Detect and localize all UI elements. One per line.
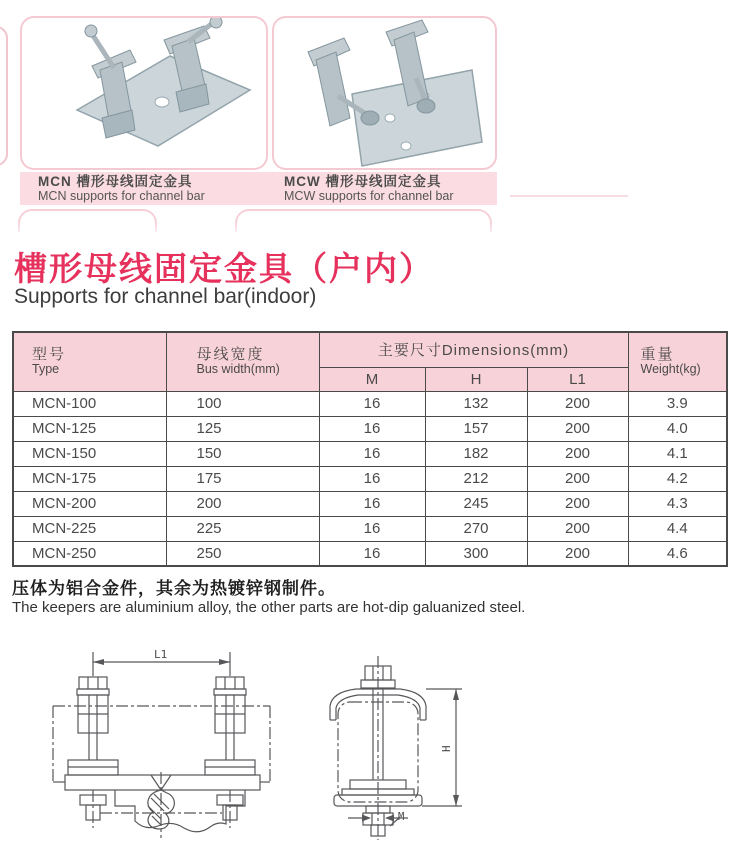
dim-label-l1: L1 xyxy=(154,648,168,661)
cell-type: MCN-150 xyxy=(13,441,166,466)
caption-mcw-en: MCW supports for channel bar xyxy=(284,189,454,204)
dim-label-h: H xyxy=(440,745,453,752)
cell-m: 16 xyxy=(319,441,425,466)
caption-mcn-zh: MCN 槽形母线固定金具 xyxy=(38,173,193,189)
cell-m: 16 xyxy=(319,541,425,566)
cell-l1: 200 xyxy=(527,391,628,416)
table-body xyxy=(13,391,727,566)
table-row xyxy=(13,491,727,516)
table-row xyxy=(13,391,727,416)
cell-m: 16 xyxy=(319,466,425,491)
col-header-weight-zh: 重量 xyxy=(640,345,675,363)
cell-bus_width: 200 xyxy=(166,491,319,516)
page-title-en: Supports for channel bar(indoor) xyxy=(14,285,317,308)
cell-weight: 4.3 xyxy=(628,491,727,516)
cell-bus_width: 175 xyxy=(166,466,319,491)
page-title-zh: 槽形母线固定金具（户内） xyxy=(14,250,434,287)
cell-weight: 4.0 xyxy=(628,416,727,441)
cell-bus_width: 225 xyxy=(166,516,319,541)
page-crop-fade xyxy=(0,221,520,243)
cell-l1: 200 xyxy=(527,541,628,566)
cell-bus_width: 125 xyxy=(166,416,319,441)
caption-mcn xyxy=(20,172,272,205)
cell-bus_width: 250 xyxy=(166,541,319,566)
table-row xyxy=(13,466,727,491)
cell-l1: 200 xyxy=(527,466,628,491)
table-row xyxy=(13,416,727,441)
col-header-bus-zh: 母线宽度 xyxy=(196,345,265,363)
cell-type: MCN-125 xyxy=(13,416,166,441)
cell-weight: 4.6 xyxy=(628,541,727,566)
dim-label-m: M xyxy=(398,811,405,823)
neighbor-card-edge xyxy=(0,26,8,166)
col-header-weight xyxy=(628,332,727,391)
cell-type: MCN-225 xyxy=(13,516,166,541)
product-photo-mcw xyxy=(274,18,495,168)
table-row xyxy=(13,516,727,541)
caption-mcn-en: MCN supports for channel bar xyxy=(38,189,205,204)
cell-m: 16 xyxy=(319,516,425,541)
col-header-type-zh: 型号 xyxy=(32,345,67,363)
material-note-zh: 压体为铝合金件，其余为热镀锌钢制件。 xyxy=(12,579,336,598)
cell-weight: 4.4 xyxy=(628,516,727,541)
technical-drawing-side-view xyxy=(320,652,480,842)
cell-type: MCN-200 xyxy=(13,491,166,516)
cell-type: MCN-175 xyxy=(13,466,166,491)
cell-weight: 4.1 xyxy=(628,441,727,466)
cell-h: 270 xyxy=(425,516,527,541)
support-break-outline xyxy=(115,790,245,832)
spec-table xyxy=(12,331,728,567)
col-header-m: M xyxy=(319,367,425,391)
cell-m: 16 xyxy=(319,391,425,416)
product-photo-mcn xyxy=(22,18,266,168)
cell-h: 182 xyxy=(425,441,527,466)
table-row xyxy=(13,541,727,566)
cell-type: MCN-250 xyxy=(13,541,166,566)
cell-m: 16 xyxy=(319,416,425,441)
gallery-caption-band xyxy=(20,172,497,205)
cell-type: MCN-100 xyxy=(13,391,166,416)
material-note-en: The keepers are aluminium alloy, the other parts are hot-dip galuanized steel. xyxy=(12,599,526,616)
col-header-bus-en: Bus width(mm) xyxy=(196,362,280,377)
col-header-l1: L1 xyxy=(527,367,628,391)
cell-h: 300 xyxy=(425,541,527,566)
cell-h: 245 xyxy=(425,491,527,516)
caption-mcw xyxy=(272,172,454,205)
product-photo-card-mcw xyxy=(272,16,497,170)
cell-weight: 4.2 xyxy=(628,466,727,491)
cell-l1: 200 xyxy=(527,491,628,516)
cell-bus_width: 150 xyxy=(166,441,319,466)
band-edge-artifact xyxy=(510,195,628,197)
cell-bus_width: 100 xyxy=(166,391,319,416)
col-header-dimensions: 主要尺寸Dimensions(mm) xyxy=(319,332,628,367)
cell-h: 212 xyxy=(425,466,527,491)
col-header-type-en: Type xyxy=(32,362,60,377)
technical-drawing-front-view xyxy=(30,648,330,842)
table-row xyxy=(13,441,727,466)
table-header-row-1 xyxy=(13,332,727,367)
cell-h: 132 xyxy=(425,391,527,416)
cell-l1: 200 xyxy=(527,516,628,541)
cell-h: 157 xyxy=(425,416,527,441)
col-header-bus-width xyxy=(166,332,319,391)
col-header-weight-en: Weight(kg) xyxy=(640,362,701,377)
caption-mcw-zh: MCW 槽形母线固定金具 xyxy=(284,173,442,189)
product-photo-card-mcn xyxy=(20,16,268,170)
cell-m: 16 xyxy=(319,491,425,516)
col-header-h: H xyxy=(425,367,527,391)
cell-weight: 3.9 xyxy=(628,391,727,416)
cell-l1: 200 xyxy=(527,416,628,441)
col-header-type xyxy=(13,332,166,391)
cell-l1: 200 xyxy=(527,441,628,466)
